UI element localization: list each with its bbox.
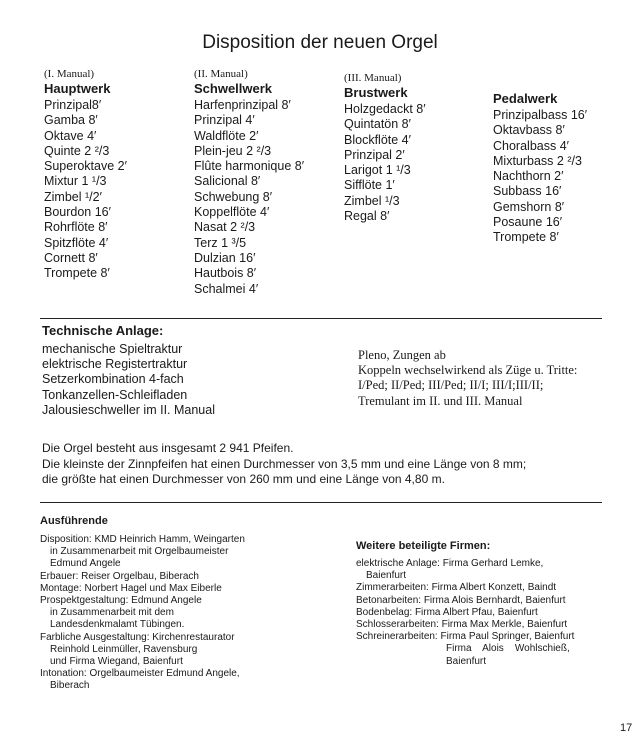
list-item: Landesdenkmalamt Tübingen. xyxy=(50,619,185,631)
list-item: Waldflöte 2′ xyxy=(194,128,259,143)
list-item: in Zusammenarbeit mit Orgelbaumeister xyxy=(50,546,229,558)
list-item: und Firma Wiegand, Baienfurt xyxy=(50,656,183,668)
column-pedalwerk xyxy=(493,91,587,246)
list-item: Nachthorn 2′ xyxy=(493,169,564,184)
list-item: Sifflöte 1′ xyxy=(344,178,395,193)
list-item: Schalmei 4′ xyxy=(194,281,259,296)
technik-left-list xyxy=(42,342,215,418)
list-item: Gamba 8′ xyxy=(44,113,98,128)
list-item: Mixturbass 2 ²/3 xyxy=(493,153,582,168)
firmen-heading: Weitere beteiligte Firmen: xyxy=(356,540,491,552)
list-item: Flûte harmonique 8′ xyxy=(194,159,305,174)
list-item: Zimbel ¹/2′ xyxy=(44,189,102,204)
list-item: Intonation: Orgelbaumeister Edmund Angele, xyxy=(40,668,240,680)
list-item: Tremulant im II. und III. Manual xyxy=(358,393,523,408)
list-item: Schwebung 8′ xyxy=(194,189,273,204)
division-heading: Brustwerk xyxy=(344,85,408,100)
list-item: Reinhold Leinmüller, Ravensburg xyxy=(50,643,198,655)
stop-list xyxy=(344,102,426,224)
list-item: Quintatön 8′ xyxy=(344,117,411,132)
list-item: Schreinerarbeiten: Firma Paul Springer, Baienfurt xyxy=(356,631,575,643)
list-item: Oktave 4′ xyxy=(44,128,97,143)
divider xyxy=(40,318,602,319)
manual-label: (I. Manual) xyxy=(44,68,95,80)
list-item: Terz 1 ³/5 xyxy=(194,235,247,250)
list-item: Oktavbass 8′ xyxy=(493,123,565,138)
technik-right-list xyxy=(358,348,577,409)
firmen-list xyxy=(356,558,574,668)
list-item: Jalousieschweller im II. Manual xyxy=(42,402,215,417)
list-item: Betonarbeiten: Firma Alois Bernhardt, Baienfurt xyxy=(356,594,566,606)
list-item: Zimmerarbeiten: Firma Albert Konzett, Baindt xyxy=(356,582,557,594)
list-item: Setzerkombination 4-fach xyxy=(42,372,184,387)
division-heading: Hauptwerk xyxy=(44,81,111,96)
list-item: Disposition: KMD Heinrich Hamm, Weingarten xyxy=(40,534,245,545)
division-heading: Pedalwerk xyxy=(493,91,558,106)
list-item: I/Ped; II/Ped; III/Ped; II/I; III/I;III/II; xyxy=(358,378,544,393)
list-item: Choralbass 4′ xyxy=(493,138,569,153)
list-item: Cornett 8′ xyxy=(44,250,98,265)
list-item: Koppeln wechselwirkend als Züge u. Tritte: xyxy=(358,363,578,378)
list-item: Larigot 1 ¹/3 xyxy=(344,163,411,178)
ausfuehrende-list xyxy=(40,534,245,693)
page-number: 17 xyxy=(620,722,633,734)
list-item: Gemshorn 8′ xyxy=(493,199,565,214)
list-item: Biberach xyxy=(50,680,90,692)
list-item: Koppelflöte 4′ xyxy=(194,205,270,220)
list-item: Prinzipal8′ xyxy=(44,98,102,112)
column-schwellwerk xyxy=(194,68,304,297)
page-title: Disposition der neuen Orgel xyxy=(202,32,438,53)
list-item: Regal 8′ xyxy=(344,209,390,224)
list-item: Dulzian 16′ xyxy=(194,250,256,265)
column-hauptwerk xyxy=(44,68,127,282)
list-item: Mixtur 1 ¹/3 xyxy=(44,174,107,189)
list-item: Die Orgel besteht aus insgesamt 2 941 Pfeifen. xyxy=(42,441,294,455)
list-item: Die kleinste der Zinnpfeifen hat einen Durchmesser von 3,5 mm und eine Länge von 8 mm; xyxy=(42,456,527,471)
column-brustwerk xyxy=(344,72,426,224)
list-item: Prinzipal 2′ xyxy=(344,147,405,162)
technik-heading: Technische Anlage: xyxy=(42,323,164,338)
list-item: Schlosserarbeiten: Firma Max Merkle, Baienfurt xyxy=(356,619,568,631)
list-item: die größte hat einen Durchmesser von 260 mm und eine Länge von 4,80 m. xyxy=(42,472,445,486)
list-item: Spitzflöte 4′ xyxy=(44,235,109,250)
list-item: Superoktave 2′ xyxy=(44,159,127,174)
list-item: Blockflöte 4′ xyxy=(344,132,411,147)
list-item: Farbliche Ausgestaltung: Kirchenrestaurator xyxy=(40,631,235,643)
list-item: Subbass 16′ xyxy=(493,184,562,199)
list-item: Plein-jeu 2 ²/3 xyxy=(194,143,272,158)
list-item: Pleno, Zungen ab xyxy=(358,348,446,362)
list-item: Salicional 8′ xyxy=(194,174,261,189)
list-item: Harfenprinzipal 8′ xyxy=(194,98,291,112)
list-item: Holzgedackt 8′ xyxy=(344,102,426,116)
list-item: Erbauer: Reiser Orgelbau, Biberach xyxy=(40,570,199,582)
list-item: Prinzipal 4′ xyxy=(194,113,255,128)
list-item: Bodenbelag: Firma Albert Pfau, Baienfurt xyxy=(356,606,538,618)
list-item: Trompete 8′ xyxy=(493,230,559,245)
list-item: Nasat 2 ²/3 xyxy=(194,220,256,235)
manual-label: (III. Manual) xyxy=(344,72,402,84)
stop-list xyxy=(194,98,304,297)
stop-list xyxy=(44,98,127,282)
list-item: elektrische Registertraktur xyxy=(42,357,188,372)
list-item: Bourdon 16′ xyxy=(44,205,111,220)
list-item: Montage: Norbert Hagel und Max Eiberle xyxy=(40,582,222,594)
list-item: Zimbel ¹/3 xyxy=(344,193,400,208)
list-item: Posaune 16′ xyxy=(493,215,563,230)
manual-label: (II. Manual) xyxy=(194,68,248,80)
stop-list xyxy=(493,108,587,246)
list-item: Hautbois 8′ xyxy=(194,266,257,281)
list-item: in Zusammenarbeit mit dem xyxy=(50,607,174,619)
list-item: Edmund Angele xyxy=(50,558,121,570)
ausfuehrende-heading: Ausführende xyxy=(40,515,108,527)
list-item: Baienfurt xyxy=(366,570,407,582)
list-item: mechanische Spieltraktur xyxy=(42,342,183,356)
list-item: Quinte 2 ²/3 xyxy=(44,143,110,158)
list-item: Rohrflöte 8′ xyxy=(44,220,108,235)
organ-description xyxy=(42,441,526,488)
list-item: Firma Alois Wohlschieß, xyxy=(446,643,570,655)
list-item: Tonkanzellen-Schleifladen xyxy=(42,387,188,402)
list-item: elektrische Anlage: Firma Gerhard Lemke, xyxy=(356,558,544,569)
list-item: Baienfurt xyxy=(446,655,487,667)
list-item: Prospektgestaltung: Edmund Angele xyxy=(40,595,202,607)
list-item: Trompete 8′ xyxy=(44,266,110,281)
list-item: Prinzipalbass 16′ xyxy=(493,108,588,122)
divider xyxy=(40,502,602,503)
division-heading: Schwellwerk xyxy=(194,81,273,96)
